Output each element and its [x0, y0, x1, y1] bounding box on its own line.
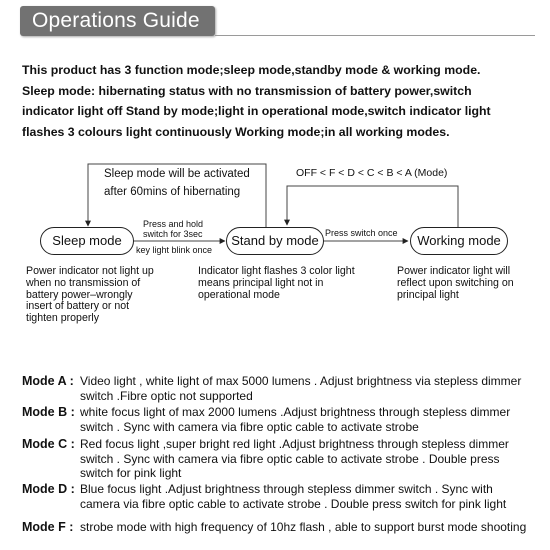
press-once-label: Press switch once: [325, 228, 398, 238]
mode-text: Blue focus light .Adjust brightness through stepless dimmer switch . Sync with camera via fibre optic cable to activate strobe . Double press switch for pink light: [80, 482, 507, 511]
node-sleep-mode: Sleep mode: [40, 227, 134, 255]
mode-text: Video light , white light of max 5000 lumens . Adjust brightness via stepless dimmer switch .Fibre optic not supported: [80, 374, 522, 403]
mode-text: strobe mode with high frequency of 10hz flash , able to support burst mode shooting: [80, 520, 527, 534]
press-hold-label-2: switch for 3sec: [143, 229, 203, 239]
intro-line-1: This product has 3 function mode;sleep mode,standby mode & working mode.: [22, 63, 481, 77]
mode-label: Mode A :: [22, 374, 74, 388]
mode-label: Mode C :: [22, 437, 75, 451]
mode-cycle-label: OFF < F < D < C < B < A (Mode): [292, 167, 451, 180]
key-light-label: key light blink once: [136, 245, 213, 255]
node-working-mode: Working mode: [410, 227, 508, 255]
hibernating-label: after 60mins of hibernating: [100, 186, 244, 199]
arrow-working-to-standby: [287, 186, 458, 228]
mode-text: white focus light of max 2000 lumens .Adjust brightness through stepless dimmer switch . Sync with camera via fibre optic cable to activate strobe: [80, 405, 511, 434]
sleep-description: Power indicator not light up when no transmission of battery power–wrongly insert of battery or not tighten properly: [26, 265, 154, 325]
standby-description: Indicator light flashes 3 color light means principal light not in operational mode: [198, 265, 355, 301]
intro-line-2: Sleep mode: hibernating status with no transmission of battery power,switch indicator light off Stand by mode;light in operational mode,switch indicator light flashes 3 colours light continuously Working mode;in all working modes.: [22, 83, 491, 139]
mode-label: Mode D :: [22, 482, 75, 496]
mode-text: Red focus light ,super bright red light .Adjust brightness through stepless dimmer switch . Sync with camera via fibre optic cable to activate strobe . Double press switch for pink light: [80, 437, 509, 480]
mode-label: Mode F :: [22, 520, 74, 534]
node-standby-mode: Stand by mode: [226, 227, 324, 255]
sleep-activation-label: Sleep mode will be activated: [100, 168, 254, 181]
working-description: Power indicator light will reflect upon switching on principal light: [397, 265, 514, 301]
mode-label: Mode B :: [22, 405, 75, 419]
page-title: Operations Guide: [32, 9, 200, 32]
press-hold-label-1: Press and hold: [143, 219, 204, 229]
